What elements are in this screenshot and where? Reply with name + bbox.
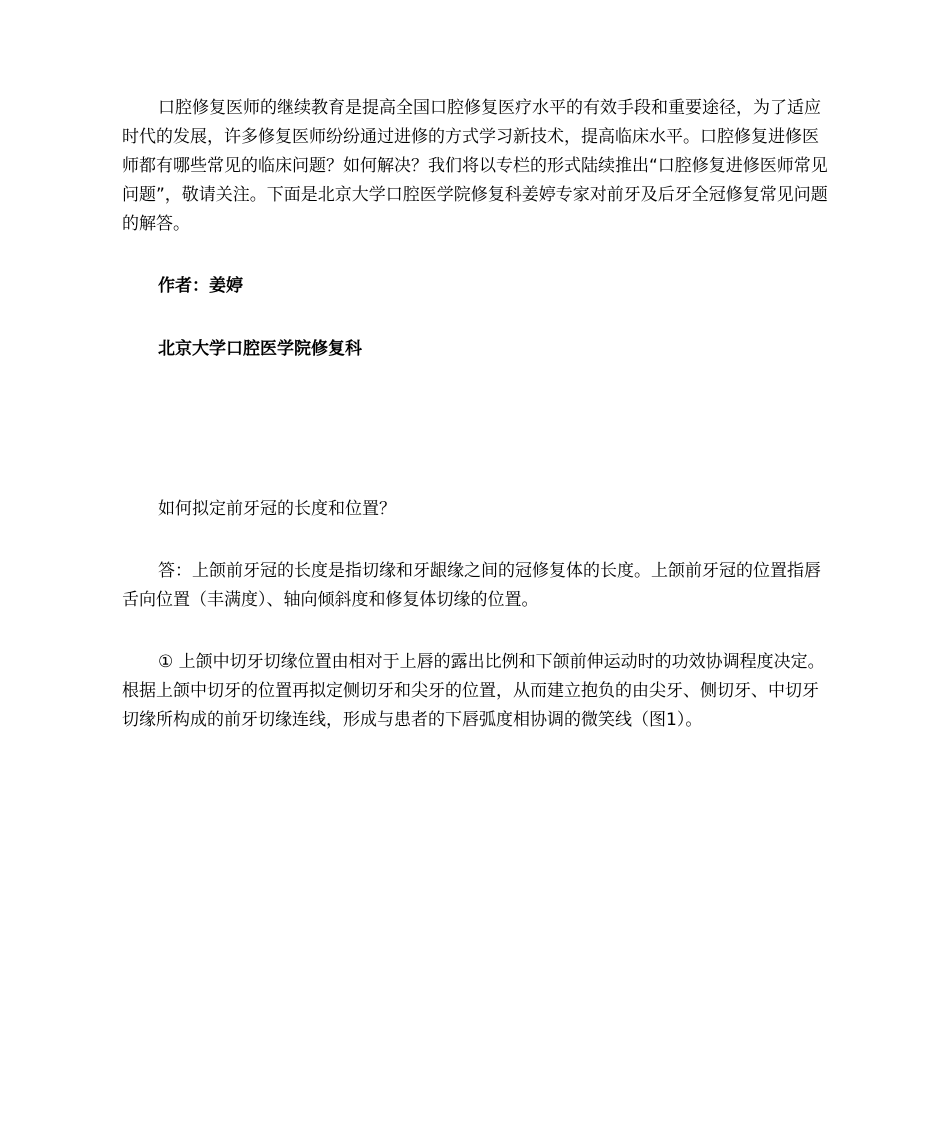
answer-paragraph: 答：上颌前牙冠的长度是指切缘和牙龈缘之间的冠修复体的长度。上颌前牙冠的位置指唇舌向位置（丰满度）、轴向倾斜度和修复体切缘的位置。: [122, 561, 821, 610]
intro-paragraph: 口腔修复医师的继续教育是提高全国口腔修复医疗水平的有效手段和重要途径，为了适应时代的发展，许多修复医师纷纷通过进修的方式学习新技术，提高临床水平。口腔修复进修医师都有哪些常见的临床问题？如何解决？我们将以专栏的形式陆续推出“口腔修复进修医师常见问题”，敬请关注。下面是北京大学口腔医学院修复科姜婷专家对前牙及后牙全冠修复常见问题的解答。: [122, 98, 828, 234]
question-heading: 如何拟定前牙冠的长度和位置？: [158, 499, 396, 519]
author-line: 作者：姜婷: [158, 276, 243, 296]
affiliation-line: 北京大学口腔医学院修复科: [158, 339, 362, 359]
point-one-paragraph: ① 上颌中切牙切缘位置由相对于上唇的露出比例和下颌前伸运动时的功效协调程度决定。根据上颌中切牙的位置再拟定侧切牙和尖牙的位置，从而建立抱负的由尖牙、侧切牙、中切牙切缘所构成的前牙切缘连线，形成与患者的下唇弧度相协调的微笑线（图1）。: [122, 652, 825, 730]
